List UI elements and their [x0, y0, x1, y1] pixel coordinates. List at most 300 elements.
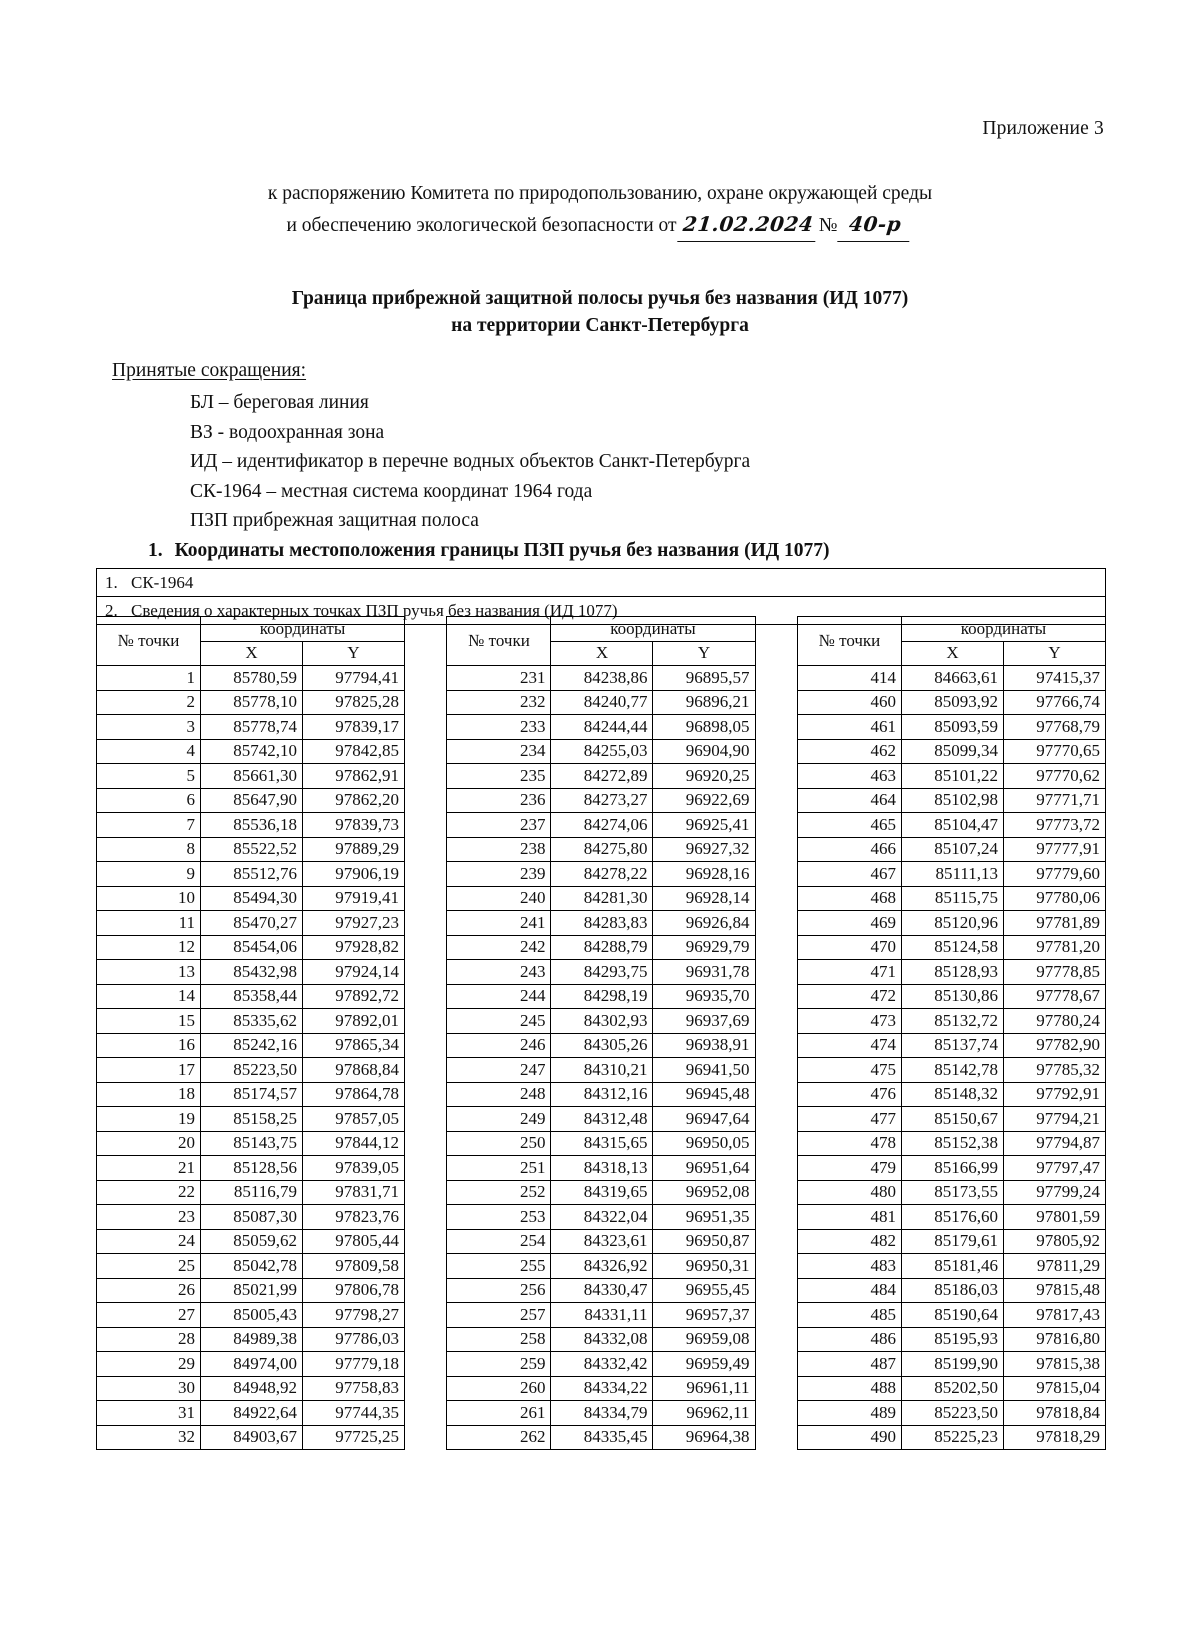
cell-point-number: 244	[447, 984, 551, 1009]
table-row	[97, 1229, 405, 1254]
cell-y-value: 97919,41	[303, 886, 405, 911]
table-row	[447, 960, 755, 985]
table-row	[447, 1401, 755, 1426]
cell-y-value: 96947,64	[653, 1107, 755, 1132]
cell-x-value: 85137,74	[901, 1033, 1003, 1058]
cell-point-number: 8	[97, 837, 201, 862]
cell-x-value: 84903,67	[201, 1425, 303, 1450]
cell-x-value: 85148,32	[901, 1082, 1003, 1107]
cell-x-value: 84974,00	[201, 1352, 303, 1377]
cell-x-value: 85130,86	[901, 984, 1003, 1009]
cell-point-number: 15	[97, 1009, 201, 1034]
cell-x-value: 85195,93	[901, 1327, 1003, 1352]
cell-point-number: 14	[97, 984, 201, 1009]
cell-x-value: 85202,50	[901, 1376, 1003, 1401]
cell-point-number: 249	[447, 1107, 551, 1132]
cell-y-value: 97862,91	[303, 764, 405, 789]
cell-y-value: 96962,11	[653, 1401, 755, 1426]
cell-y-value: 97778,67	[1003, 984, 1105, 1009]
cell-y-value: 97815,04	[1003, 1376, 1105, 1401]
cell-point-number: 235	[447, 764, 551, 789]
table-header-row	[97, 617, 405, 642]
table-row	[797, 1425, 1105, 1450]
cell-point-number: 483	[797, 1254, 901, 1279]
section-heading-text: Координаты местоположения границы ПЗП ручья без названия (ИД 1077)	[174, 540, 830, 561]
frame-row-number: 2.	[105, 601, 118, 620]
cell-x-value: 84318,13	[551, 1156, 653, 1181]
cell-y-value: 97815,48	[1003, 1278, 1105, 1303]
table-row	[797, 1009, 1105, 1034]
cell-y-value: 97794,41	[303, 666, 405, 691]
cell-x-value: 84278,22	[551, 862, 653, 887]
header-coordinates: координаты	[201, 617, 405, 642]
cell-point-number: 490	[797, 1425, 901, 1450]
cell-y-value: 96895,57	[653, 666, 755, 691]
cell-y-value: 97792,91	[1003, 1082, 1105, 1107]
cell-y-value: 97857,05	[303, 1107, 405, 1132]
cell-point-number: 246	[447, 1033, 551, 1058]
coordinate-table-2	[446, 616, 755, 1450]
cell-x-value: 85128,56	[201, 1156, 303, 1181]
table-row	[797, 1033, 1105, 1058]
cell-x-value: 85470,27	[201, 911, 303, 936]
cell-x-value: 85143,75	[201, 1131, 303, 1156]
cell-y-value: 96955,45	[653, 1278, 755, 1303]
order-reference	[96, 178, 1104, 242]
table-header-row	[797, 617, 1105, 642]
cell-x-value: 84332,08	[551, 1327, 653, 1352]
cell-point-number: 489	[797, 1401, 901, 1426]
cell-point-number: 30	[97, 1376, 201, 1401]
cell-x-value: 84255,03	[551, 739, 653, 764]
cell-x-value: 85115,75	[901, 886, 1003, 911]
cell-y-value: 97786,03	[303, 1327, 405, 1352]
cell-point-number: 460	[797, 690, 901, 715]
cell-y-value: 97725,25	[303, 1425, 405, 1450]
cell-x-value: 84334,79	[551, 1401, 653, 1426]
cell-y-value: 97781,20	[1003, 935, 1105, 960]
cell-point-number: 9	[97, 862, 201, 887]
cell-x-value: 85101,22	[901, 764, 1003, 789]
cell-point-number: 232	[447, 690, 551, 715]
cell-y-value: 97831,71	[303, 1180, 405, 1205]
table-row	[97, 1205, 405, 1230]
cell-x-value: 85223,50	[901, 1401, 1003, 1426]
cell-point-number: 231	[447, 666, 551, 691]
table-row	[797, 1205, 1105, 1230]
cell-x-value: 84334,22	[551, 1376, 653, 1401]
cell-point-number: 486	[797, 1327, 901, 1352]
cell-point-number: 16	[97, 1033, 201, 1058]
cell-x-value: 84244,44	[551, 715, 653, 740]
table-row	[97, 1082, 405, 1107]
order-number-label: №	[818, 215, 838, 236]
cell-point-number: 477	[797, 1107, 901, 1132]
table-row	[797, 1058, 1105, 1083]
cell-y-value: 97868,84	[303, 1058, 405, 1083]
table-row	[447, 690, 755, 715]
cell-y-value: 97794,21	[1003, 1107, 1105, 1132]
table-row	[447, 1327, 755, 1352]
cell-x-value: 85124,58	[901, 935, 1003, 960]
header-y: Y	[1003, 641, 1105, 666]
cell-y-value: 97758,83	[303, 1376, 405, 1401]
cell-y-value: 96945,48	[653, 1082, 755, 1107]
table-row	[797, 1352, 1105, 1377]
table-row	[97, 1352, 405, 1377]
cell-point-number: 469	[797, 911, 901, 936]
abbreviation-item: ИД – идентификатор в перечне водных объектов Санкт-Петербурга	[190, 451, 751, 473]
cell-point-number: 258	[447, 1327, 551, 1352]
table-row	[447, 764, 755, 789]
cell-x-value: 84330,47	[551, 1278, 653, 1303]
cell-x-value: 84302,93	[551, 1009, 653, 1034]
cell-point-number: 242	[447, 935, 551, 960]
cell-point-number: 260	[447, 1376, 551, 1401]
table-row	[447, 1156, 755, 1181]
abbreviation-item: СК-1964 – местная система координат 1964 года	[190, 480, 593, 502]
cell-y-value: 97782,90	[1003, 1033, 1105, 1058]
table-row	[447, 1229, 755, 1254]
cell-x-value: 85099,34	[901, 739, 1003, 764]
cell-y-value: 97889,29	[303, 837, 405, 862]
cell-point-number: 10	[97, 886, 201, 911]
table-row	[97, 1009, 405, 1034]
table-row	[447, 1180, 755, 1205]
cell-y-value: 97818,29	[1003, 1425, 1105, 1450]
table-row	[447, 1058, 755, 1083]
table-row	[797, 1254, 1105, 1279]
cell-x-value: 84310,21	[551, 1058, 653, 1083]
cell-point-number: 24	[97, 1229, 201, 1254]
cell-y-value: 96950,05	[653, 1131, 755, 1156]
table-row	[797, 1156, 1105, 1181]
cell-x-value: 84283,83	[551, 911, 653, 936]
cell-y-value: 96920,25	[653, 764, 755, 789]
header-coordinates: координаты	[901, 617, 1105, 642]
cell-point-number: 21	[97, 1156, 201, 1181]
cell-point-number: 251	[447, 1156, 551, 1181]
cell-y-value: 97864,78	[303, 1082, 405, 1107]
cell-y-value: 97862,20	[303, 788, 405, 813]
cell-y-value: 96952,08	[653, 1180, 755, 1205]
table-row	[447, 1254, 755, 1279]
cell-y-value: 97799,24	[1003, 1180, 1105, 1205]
cell-y-value: 97805,44	[303, 1229, 405, 1254]
document-title-line1: Граница прибрежной защитной полосы ручья без названия (ИД 1077)	[291, 288, 909, 309]
cell-y-value: 97906,19	[303, 862, 405, 887]
header-point-number: № точки	[797, 617, 901, 666]
table-row	[447, 935, 755, 960]
cell-point-number: 32	[97, 1425, 201, 1450]
cell-y-value: 97794,87	[1003, 1131, 1105, 1156]
frame-row-coordinate-system	[97, 569, 1105, 597]
cell-y-value: 97924,14	[303, 960, 405, 985]
table-row	[97, 984, 405, 1009]
table-row	[447, 984, 755, 1009]
cell-y-value: 97801,59	[1003, 1205, 1105, 1230]
cell-y-value: 97773,72	[1003, 813, 1105, 838]
cell-x-value: 85454,06	[201, 935, 303, 960]
cell-x-value: 85661,30	[201, 764, 303, 789]
cell-x-value: 85093,59	[901, 715, 1003, 740]
cell-x-value: 85778,74	[201, 715, 303, 740]
cell-x-value: 85242,16	[201, 1033, 303, 1058]
cell-point-number: 3	[97, 715, 201, 740]
cell-x-value: 84312,48	[551, 1107, 653, 1132]
table-row	[447, 1205, 755, 1230]
frame-row-text: Сведения о характерных точках ПЗП ручья без названия (ИД 1077)	[131, 601, 618, 620]
cell-y-value: 96931,78	[653, 960, 755, 985]
header-coordinates: координаты	[551, 617, 755, 642]
cell-y-value: 97839,73	[303, 813, 405, 838]
cell-point-number: 257	[447, 1303, 551, 1328]
cell-point-number: 473	[797, 1009, 901, 1034]
table-row	[447, 1107, 755, 1132]
cell-point-number: 478	[797, 1131, 901, 1156]
cell-y-value: 97839,17	[303, 715, 405, 740]
table-body-1	[97, 666, 405, 1450]
cell-point-number: 470	[797, 935, 901, 960]
cell-y-value: 97778,85	[1003, 960, 1105, 985]
cell-y-value: 97806,78	[303, 1278, 405, 1303]
cell-x-value: 84922,64	[201, 1401, 303, 1426]
table-row	[447, 1278, 755, 1303]
cell-x-value: 84315,65	[551, 1131, 653, 1156]
cell-point-number: 239	[447, 862, 551, 887]
cell-point-number: 5	[97, 764, 201, 789]
cell-point-number: 465	[797, 813, 901, 838]
abbreviation-item: ВЗ - водоохранная зона	[190, 421, 385, 443]
table-row	[97, 1425, 405, 1450]
cell-point-number: 262	[447, 1425, 551, 1450]
table-row	[447, 739, 755, 764]
cell-x-value: 84326,92	[551, 1254, 653, 1279]
abbreviation-item: ПЗП прибрежная защитная полоса	[190, 510, 479, 532]
cell-x-value: 84272,89	[551, 764, 653, 789]
header-x: X	[551, 641, 653, 666]
cell-x-value: 84293,75	[551, 960, 653, 985]
cell-x-value: 85512,76	[201, 862, 303, 887]
section-number: 1.	[148, 540, 163, 561]
cell-point-number: 466	[797, 837, 901, 862]
cell-y-value: 97798,27	[303, 1303, 405, 1328]
cell-point-number: 240	[447, 886, 551, 911]
cell-x-value: 85780,59	[201, 666, 303, 691]
cell-point-number: 18	[97, 1082, 201, 1107]
cell-x-value: 85120,96	[901, 911, 1003, 936]
cell-y-value: 97817,43	[1003, 1303, 1105, 1328]
cell-point-number: 23	[97, 1205, 201, 1230]
cell-point-number: 487	[797, 1352, 901, 1377]
cell-point-number: 17	[97, 1058, 201, 1083]
cell-point-number: 259	[447, 1352, 551, 1377]
cell-x-value: 84323,61	[551, 1229, 653, 1254]
cell-x-value: 85142,78	[901, 1058, 1003, 1083]
table-row	[447, 1352, 755, 1377]
cell-y-value: 97805,92	[1003, 1229, 1105, 1254]
cell-y-value: 97844,12	[303, 1131, 405, 1156]
cell-y-value: 96926,84	[653, 911, 755, 936]
cell-point-number: 462	[797, 739, 901, 764]
table-row	[797, 715, 1105, 740]
cell-x-value: 85128,93	[901, 960, 1003, 985]
table-row	[447, 813, 755, 838]
table-row	[97, 666, 405, 691]
cell-point-number: 243	[447, 960, 551, 985]
cell-y-value: 96964,38	[653, 1425, 755, 1450]
table-row	[797, 837, 1105, 862]
cell-x-value: 84274,06	[551, 813, 653, 838]
cell-x-value: 85173,55	[901, 1180, 1003, 1205]
cell-x-value: 85042,78	[201, 1254, 303, 1279]
table-row	[797, 911, 1105, 936]
cell-x-value: 85494,30	[201, 886, 303, 911]
cell-point-number: 236	[447, 788, 551, 813]
cell-x-value: 84275,80	[551, 837, 653, 862]
cell-point-number: 26	[97, 1278, 201, 1303]
cell-y-value: 96941,50	[653, 1058, 755, 1083]
cell-point-number: 414	[797, 666, 901, 691]
table-row	[797, 813, 1105, 838]
cell-x-value: 85778,10	[201, 690, 303, 715]
document-title-line2: на территории Санкт-Петербурга	[451, 315, 749, 336]
table-row	[97, 690, 405, 715]
cell-point-number: 20	[97, 1131, 201, 1156]
header-x: X	[201, 641, 303, 666]
table-row	[797, 1303, 1105, 1328]
cell-point-number: 13	[97, 960, 201, 985]
cell-point-number: 27	[97, 1303, 201, 1328]
table-row	[97, 1131, 405, 1156]
cell-x-value: 84332,42	[551, 1352, 653, 1377]
table-row	[97, 886, 405, 911]
table-row	[797, 1327, 1105, 1352]
cell-point-number: 7	[97, 813, 201, 838]
table-row	[97, 788, 405, 813]
cell-y-value: 96951,64	[653, 1156, 755, 1181]
cell-y-value: 97779,18	[303, 1352, 405, 1377]
cell-point-number: 6	[97, 788, 201, 813]
cell-x-value: 85111,13	[901, 862, 1003, 887]
table-row	[797, 1401, 1105, 1426]
header-y: Y	[303, 641, 405, 666]
cell-y-value: 96937,69	[653, 1009, 755, 1034]
cell-point-number: 476	[797, 1082, 901, 1107]
header-point-number: № точки	[447, 617, 551, 666]
cell-point-number: 479	[797, 1156, 901, 1181]
table-row	[447, 1082, 755, 1107]
cell-point-number: 31	[97, 1401, 201, 1426]
cell-point-number: 22	[97, 1180, 201, 1205]
cell-y-value: 96959,08	[653, 1327, 755, 1352]
cell-point-number: 481	[797, 1205, 901, 1230]
table-row	[447, 911, 755, 936]
header-y: Y	[653, 641, 755, 666]
document-title	[96, 285, 1104, 339]
table-row	[97, 862, 405, 887]
cell-x-value: 84312,16	[551, 1082, 653, 1107]
table-row	[797, 1180, 1105, 1205]
cell-point-number: 233	[447, 715, 551, 740]
cell-point-number: 256	[447, 1278, 551, 1303]
cell-x-value: 85107,24	[901, 837, 1003, 862]
cell-x-value: 85104,47	[901, 813, 1003, 838]
cell-y-value: 97777,91	[1003, 837, 1105, 862]
cell-point-number: 29	[97, 1352, 201, 1377]
abbreviations-list	[190, 388, 750, 536]
cell-point-number: 261	[447, 1401, 551, 1426]
cell-point-number: 252	[447, 1180, 551, 1205]
cell-point-number: 254	[447, 1229, 551, 1254]
cell-y-value: 96929,79	[653, 935, 755, 960]
cell-x-value: 85166,99	[901, 1156, 1003, 1181]
cell-point-number: 250	[447, 1131, 551, 1156]
cell-x-value: 85059,62	[201, 1229, 303, 1254]
table-row	[447, 1033, 755, 1058]
cell-point-number: 463	[797, 764, 901, 789]
cell-y-value: 97771,71	[1003, 788, 1105, 813]
cell-point-number: 238	[447, 837, 551, 862]
cell-y-value: 97825,28	[303, 690, 405, 715]
cell-point-number: 1	[97, 666, 201, 691]
table-row	[447, 788, 755, 813]
cell-y-value: 97892,01	[303, 1009, 405, 1034]
cell-x-value: 85358,44	[201, 984, 303, 1009]
cell-y-value: 96957,37	[653, 1303, 755, 1328]
cell-x-value: 85021,99	[201, 1278, 303, 1303]
cell-y-value: 97892,72	[303, 984, 405, 1009]
cell-x-value: 85223,50	[201, 1058, 303, 1083]
table-row	[447, 1131, 755, 1156]
cell-y-value: 97415,37	[1003, 666, 1105, 691]
table-row	[97, 911, 405, 936]
table-row	[797, 1082, 1105, 1107]
table-row	[97, 715, 405, 740]
table-row	[97, 1278, 405, 1303]
cell-y-value: 96959,49	[653, 1352, 755, 1377]
cell-x-value: 85150,67	[901, 1107, 1003, 1132]
cell-x-value: 85536,18	[201, 813, 303, 838]
table-body-2	[447, 666, 755, 1450]
cell-point-number: 255	[447, 1254, 551, 1279]
table-row	[97, 1401, 405, 1426]
cell-x-value: 84238,86	[551, 666, 653, 691]
cell-point-number: 475	[797, 1058, 901, 1083]
table-row	[797, 1229, 1105, 1254]
cell-x-value: 85181,46	[901, 1254, 1003, 1279]
cell-y-value: 97865,34	[303, 1033, 405, 1058]
cell-point-number: 247	[447, 1058, 551, 1083]
table-row	[97, 1303, 405, 1328]
cell-x-value: 84273,27	[551, 788, 653, 813]
cell-y-value: 97815,38	[1003, 1352, 1105, 1377]
cell-y-value: 97766,74	[1003, 690, 1105, 715]
cell-y-value: 96925,41	[653, 813, 755, 838]
cell-y-value: 97927,23	[303, 911, 405, 936]
cell-y-value: 96922,69	[653, 788, 755, 813]
table-row	[797, 1107, 1105, 1132]
cell-x-value: 84335,45	[551, 1425, 653, 1450]
table-row	[797, 862, 1105, 887]
cell-x-value: 85335,62	[201, 1009, 303, 1034]
table-row	[797, 960, 1105, 985]
cell-point-number: 245	[447, 1009, 551, 1034]
cell-x-value: 84322,04	[551, 1205, 653, 1230]
table-row	[447, 1009, 755, 1034]
cell-y-value: 97744,35	[303, 1401, 405, 1426]
table-row	[447, 715, 755, 740]
